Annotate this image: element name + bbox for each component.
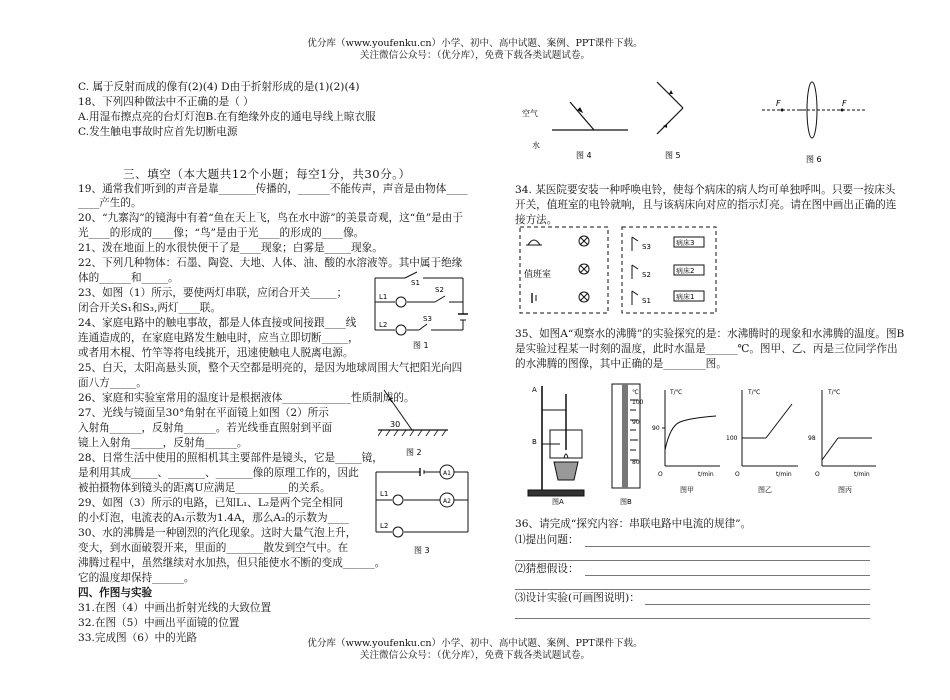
answer-line[interactable]: [515, 589, 870, 590]
switch-s3: S3: [642, 243, 651, 251]
label-s1: S1: [411, 279, 420, 287]
label-a2: A2: [443, 498, 451, 505]
label-a: A: [532, 386, 537, 394]
bing-origin: O: [815, 471, 820, 478]
bing-timelabel: t/min: [854, 471, 870, 478]
text-line: 是实验过程某一时刻的温度，此时水温是______℃。图甲、乙、丙是三位同学作出: [515, 343, 898, 355]
yi-timelabel: t/min: [776, 471, 792, 478]
text-line: 变大，到水面破裂开来，里面的_______散发到空气中。在: [78, 542, 349, 554]
jia-timelabel: t/min: [698, 471, 714, 478]
label-a1-top: A1: [443, 470, 451, 477]
figure-1-circuit: [365, 270, 475, 352]
jia-origin: O: [658, 471, 663, 478]
figure-3-circuit: [370, 462, 475, 558]
figure-6-lens: [760, 80, 870, 168]
text-line: 19、通常我们听到的声音是靠_______传播的，______不能传声，声音是由物体____: [78, 183, 468, 195]
text-line: 32.在图（5）中画出平面镜的位置: [78, 617, 240, 629]
text-line: 面八方_____。: [78, 377, 147, 389]
text-line: 36、请完成“探究内容：串联电路中电流的规律”。: [515, 518, 752, 530]
text-line: A.用湿布擦点亮的台灯灯泡B.在有绝缘外皮的通电导线上晾衣服: [78, 111, 376, 123]
bing-tlabel: T/℃: [828, 389, 841, 396]
bing-tick: 98: [808, 435, 816, 442]
label-s3: S3: [423, 315, 432, 323]
page-header-line1: 优分库（www.youfenku.cn）小学、初中、高中试题、案例、PPT课件下载。: [307, 38, 643, 49]
page-footer-line2: 关注微信公众号：（优分库），免费下载各类试题试卷。: [359, 650, 591, 661]
text-line: 33.完成图（6）中的光路: [78, 632, 197, 644]
water-label: 水: [532, 141, 540, 150]
label-l2: L2: [380, 522, 389, 530]
bed2-label: 病床2: [676, 267, 695, 275]
text-line: 是利用其成_____、_______、_______像的原理工作的，因此: [78, 467, 359, 479]
text-line: 闭合开关S₁和S₃,两灯____联。: [78, 302, 221, 314]
text-line: 22、下列几种物体：石墨、陶瓷、大地、人体、油、酸的水溶液等。其中属于绝缘: [78, 257, 463, 269]
jia-tick: 90: [652, 425, 660, 432]
section-title: 三、填空（本大题共12个小题；每空1分，共30分。）: [123, 167, 411, 181]
text-line: 35、如图A“观察水的沸腾”的实验探究的是：水沸腾时的现象和水沸腾的温度。图B: [515, 328, 905, 340]
bed3-label: 病床3: [676, 239, 695, 247]
text-line: 29、如图（3）所示的电路，已知L₁、L₂是两个完全相同: [78, 497, 344, 509]
caption-yi: 图乙: [758, 486, 772, 494]
text-line: 20、“九寨沟”的镜海中有着“鱼在天上飞，鸟在水中游”的美景奇观，这“鱼”是由于: [78, 212, 463, 224]
answer-line[interactable]: [585, 546, 870, 547]
q34-call-bell-figure: [518, 225, 720, 317]
text-line: 30、水的沸腾是一种剧烈的汽化现象。这时大量气泡上升，: [78, 527, 357, 539]
therm-100: 100: [632, 399, 644, 406]
jia-tlabel: T/℃: [670, 389, 683, 396]
label-l1: L1: [379, 293, 388, 301]
figure-2-caption: 图 2: [406, 448, 422, 457]
angle-label: 30: [390, 420, 401, 429]
answer-line[interactable]: [515, 618, 870, 619]
text-line: 24、家庭电路中的触电事故，都是人体直接或间接跟____线: [78, 317, 357, 329]
text-line: 被拍摄物体到镜头的距离U应满足__________的关系。: [78, 482, 331, 494]
text-line: C. 属于反射而成的像有(2)(4) D由于折射形成的是(1)(2)(4): [78, 81, 360, 93]
text-line: 镜上入射角______，反射角______。: [78, 437, 248, 449]
figure-4-refraction: [520, 96, 630, 164]
section-title: 四、作图与实验: [78, 587, 153, 599]
label-s2: S2: [435, 286, 444, 294]
figure-5-caption: 图 5: [665, 151, 681, 160]
q35-boiling-figures: [520, 380, 880, 505]
focal-label-right: F: [842, 99, 847, 108]
label-l2: L2: [379, 321, 388, 329]
text-line: 25、白天，太阳高悬头顶，整个天空都是明亮的，是因为地球周围大气把阳光向四: [78, 362, 463, 374]
text-line: 入射角______，反射角______。若光线垂直照射到平面: [78, 422, 333, 434]
caption-jia: 图甲: [680, 486, 694, 494]
text-line: 28、日常生活中使用的照相机其主要部件是镜头，它是_____镜，: [78, 452, 383, 464]
text-line: 23、如图（1）所示，要使两灯串联，应闭合开关_____；: [78, 287, 348, 299]
text-line: 26、家庭和实验室常用的温度计是根据液体_____________性质制成的。: [78, 392, 415, 404]
text-line: 18、下列四种做法中不正确的是（ ）: [78, 96, 254, 108]
figure-4-caption: 图 4: [576, 151, 592, 160]
duty-room-label: 值班室: [524, 270, 552, 280]
switch-s2: S2: [642, 271, 651, 279]
label-b: B: [532, 438, 537, 446]
q36-item: ⑶设计实验(可画图说明)：: [515, 592, 640, 604]
caption-a: 图A: [552, 498, 564, 505]
switch-s1: S1: [642, 297, 651, 305]
page-header-line2: 关注微信公众号：（优分库），免费下载各类试题试卷。: [359, 50, 591, 61]
text-line: C.发生触电事故时应首先切断电源: [78, 126, 238, 138]
figure-2-mirror: [378, 388, 453, 458]
text-line: 21、泼在地面上的水很快便干了是____现象；白雾是_____现象。: [78, 242, 383, 254]
therm-80: 80: [632, 459, 640, 466]
page-footer-line1: 优分库（www.youfenku.cn）小学、初中、高中试题、案例、PPT课件下载。: [307, 638, 643, 649]
bed1-label: 病床1: [676, 293, 695, 301]
yi-tick: 100: [726, 435, 738, 442]
text-line: ____产生的。: [78, 197, 142, 209]
figure-6-caption: 图 6: [806, 155, 822, 164]
yi-tlabel: T/℃: [748, 389, 761, 396]
caption-bing: 图丙: [838, 486, 852, 494]
answer-line[interactable]: [585, 575, 870, 576]
air-label: 空气: [522, 109, 538, 118]
text-line: 光____的形成的____像；“鸟”是由于光____的形成的____像。: [78, 227, 365, 239]
text-line: 的小灯泡，电流表的A₁示数为1.4A，那么A₂的示数为____: [78, 512, 349, 524]
text-line: 它的温度却保持______。: [78, 572, 195, 584]
figure-3-caption: 图 3: [414, 546, 430, 555]
text-line: 的水沸腾的图像，其中正确的是________图。: [515, 358, 727, 370]
text-line: 体的______和_____。: [78, 272, 179, 284]
figure-5-reflection: [645, 80, 715, 164]
text-line: 沸腾过程中，虽然继续对水加热，但只能使水不断的变成______。: [78, 557, 386, 569]
text-line: 27、光线与镜面呈30°角射在平面镜上如图（2）所示: [78, 407, 329, 419]
yi-origin: O: [735, 471, 740, 478]
text-line: 开关，值班室的电铃就响，且与该病床向对应的指示灯亮。请在图中画出正确的连: [515, 199, 897, 211]
text-line: 31.在图（4）中画出折射光线的大致位置: [78, 602, 272, 614]
figure-1-caption: 图 1: [413, 341, 429, 350]
answer-line[interactable]: [645, 604, 870, 605]
text-line: 或者用木棍、竹竿等将电线挑开，迅速使触电人脱离电源。: [78, 347, 354, 359]
therm-90: 90: [632, 419, 640, 426]
therm-unit: ℃: [632, 389, 639, 396]
q36-item: ⑵猜想假设：: [515, 563, 579, 575]
focal-label-left: F: [776, 99, 781, 108]
text-line: 连通造成的，在家庭电路发生触电时，应当立即切断_____，: [78, 332, 359, 344]
answer-line[interactable]: [515, 560, 870, 561]
text-line: 接方法。: [515, 214, 558, 226]
label-l1: L1: [380, 490, 389, 498]
q36-item: ⑴提出问题：: [515, 534, 579, 546]
text-line: 34. 某医院要安装一种呼唤电铃，使每个病床的病人均可单独呼叫。只要一按床头: [515, 184, 896, 196]
caption-b: 图B: [620, 498, 632, 505]
